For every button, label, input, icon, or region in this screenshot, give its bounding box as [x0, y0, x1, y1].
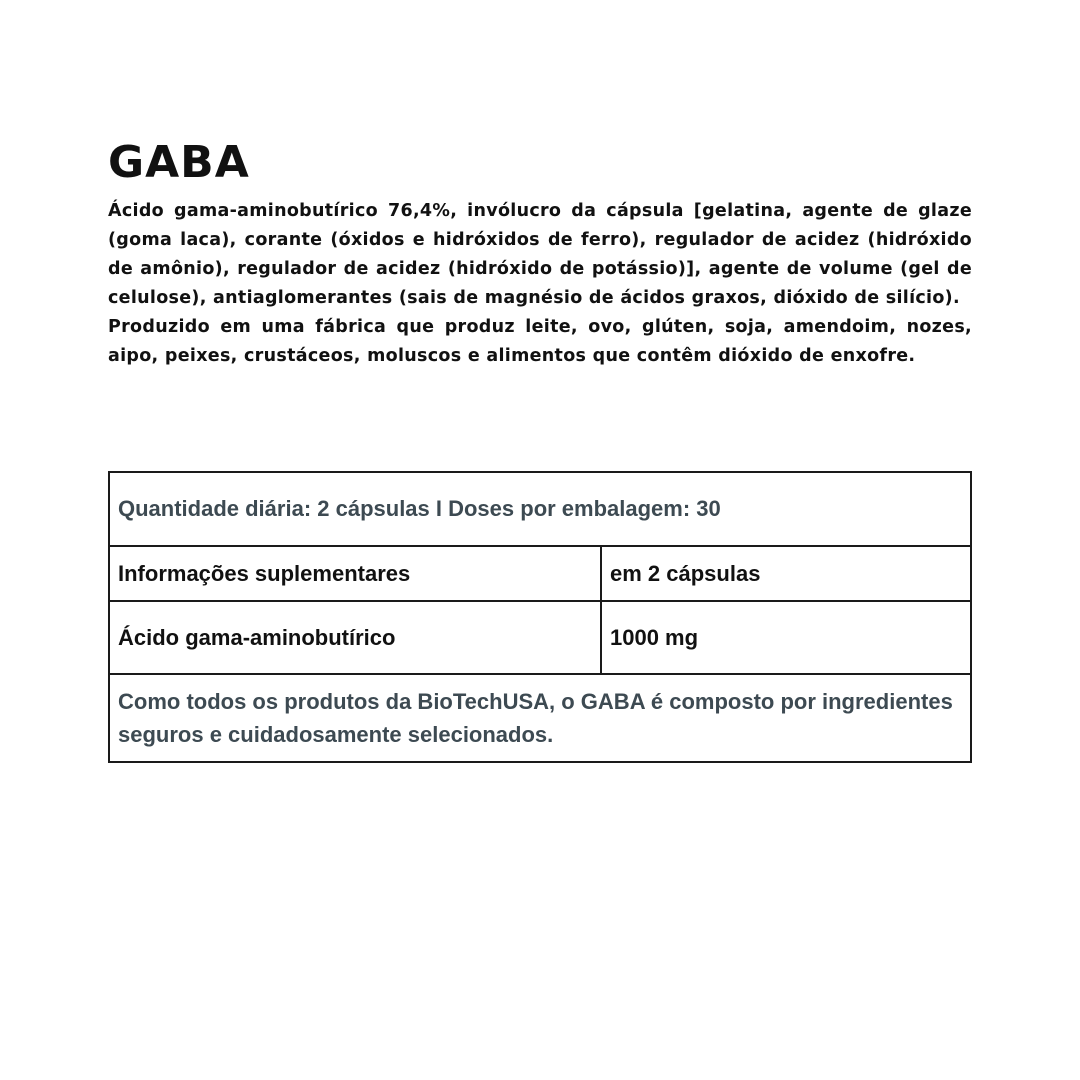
daily-dose-cell: Quantidade diária: 2 cápsulas I Doses por embalagem: 30 — [109, 472, 971, 546]
daily-dose-row — [109, 472, 971, 546]
product-title: GABA — [108, 137, 250, 188]
ingredient-name-cell: Ácido gama-aminobutírico — [109, 601, 601, 674]
header-amount-cell: em 2 cápsulas — [601, 546, 971, 601]
ingredients-text: Ácido gama-aminobutírico 76,4%, invólucro da cápsula [gelatina, agente de glaze (goma laca), corante (óxidos e hidróxidos de ferro), regulador de acidez (hidróxido de amônio), regulador de acidez (hidróxido de potássio)], agente de volume (gel de celulose), antiaglomerantes (sais de magnésio de ácidos graxos, dióxido de silício). — [108, 201, 972, 308]
table-header-row — [109, 546, 971, 601]
ingredient-amount-cell: 1000 mg — [601, 601, 971, 674]
allergen-notice: Produzido em uma fábrica que produz leite, ovo, glúten, soja, amendoim, nozes, aipo, peixes, crustáceos, moluscos e alimentos que contêm dióxido de enxofre. — [108, 317, 972, 366]
product-description — [108, 135, 972, 371]
supplement-facts-table — [108, 471, 972, 763]
table-row — [109, 601, 971, 674]
footer-note-row — [109, 674, 971, 762]
header-label-cell: Informações suplementares — [109, 546, 601, 601]
footer-note-cell: Como todos os produtos da BioTechUSA, o GABA é composto por ingredientes seguros e cuidadosamente selecionados. — [109, 674, 971, 762]
